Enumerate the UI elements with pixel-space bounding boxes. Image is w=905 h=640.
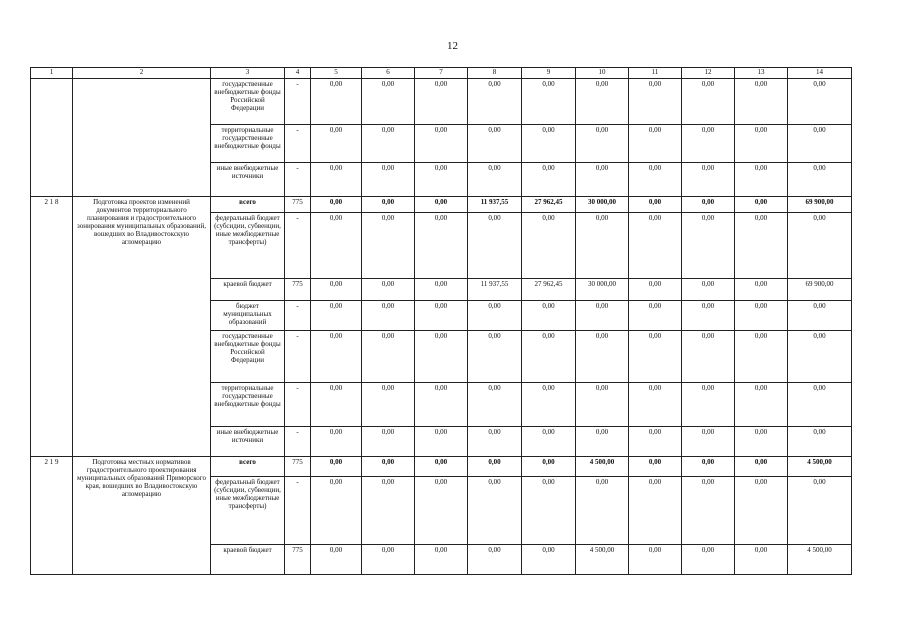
row-code: 2 1 9 bbox=[31, 457, 73, 575]
amount-cell: 0,00 bbox=[522, 457, 576, 477]
funding-source: федеральный бюджет (субсидии, субвенции, иные межбюджетные трансферты) bbox=[211, 477, 285, 545]
amount-cell: 0,00 bbox=[362, 331, 415, 383]
amount-cell: 0,00 bbox=[629, 383, 682, 427]
budget-code: 775 bbox=[285, 545, 311, 575]
amount-cell: 0,00 bbox=[682, 163, 735, 197]
column-header: 9 bbox=[522, 68, 576, 79]
amount-cell: 0,00 bbox=[682, 545, 735, 575]
budget-code: 775 bbox=[285, 279, 311, 301]
amount-cell: 30 000,00 bbox=[576, 279, 629, 301]
amount-cell: 0,00 bbox=[522, 163, 576, 197]
amount-cell: 0,00 bbox=[362, 383, 415, 427]
amount-cell: 0,00 bbox=[788, 331, 852, 383]
budget-code: - bbox=[285, 213, 311, 279]
amount-cell: 0,00 bbox=[682, 301, 735, 331]
amount-cell: 0,00 bbox=[788, 213, 852, 279]
amount-cell: 0,00 bbox=[629, 197, 682, 213]
column-header: 7 bbox=[415, 68, 468, 79]
amount-cell: 0,00 bbox=[629, 331, 682, 383]
amount-cell: 0,00 bbox=[468, 477, 522, 545]
budget-table bbox=[30, 67, 852, 575]
amount-cell: 0,00 bbox=[735, 427, 788, 457]
amount-cell: 4 500,00 bbox=[788, 457, 852, 477]
column-header: 14 bbox=[788, 68, 852, 79]
amount-cell: 0,00 bbox=[362, 427, 415, 457]
amount-cell: 0,00 bbox=[682, 383, 735, 427]
column-header: 3 bbox=[211, 68, 285, 79]
amount-cell: 0,00 bbox=[682, 331, 735, 383]
amount-cell: 0,00 bbox=[362, 279, 415, 301]
amount-cell: 0,00 bbox=[468, 457, 522, 477]
amount-cell: 0,00 bbox=[522, 477, 576, 545]
amount-cell: 0,00 bbox=[311, 279, 362, 301]
budget-code: - bbox=[285, 125, 311, 163]
amount-cell: 0,00 bbox=[682, 477, 735, 545]
amount-cell: 0,00 bbox=[629, 79, 682, 125]
amount-cell: 0,00 bbox=[468, 163, 522, 197]
column-header: 10 bbox=[576, 68, 629, 79]
amount-cell: 0,00 bbox=[788, 383, 852, 427]
amount-cell: 0,00 bbox=[576, 301, 629, 331]
table-row bbox=[31, 197, 852, 213]
amount-cell: 0,00 bbox=[576, 427, 629, 457]
amount-cell: 0,00 bbox=[415, 477, 468, 545]
amount-cell: 0,00 bbox=[415, 301, 468, 331]
funding-source: иные внебюджетные источники bbox=[211, 427, 285, 457]
amount-cell: 0,00 bbox=[629, 457, 682, 477]
amount-cell: 0,00 bbox=[522, 331, 576, 383]
amount-cell: 0,00 bbox=[362, 457, 415, 477]
amount-cell: 0,00 bbox=[576, 383, 629, 427]
budget-code: - bbox=[285, 163, 311, 197]
column-header: 2 bbox=[73, 68, 211, 79]
amount-cell: 0,00 bbox=[415, 279, 468, 301]
amount-cell: 0,00 bbox=[629, 213, 682, 279]
amount-cell: 0,00 bbox=[576, 331, 629, 383]
amount-cell: 0,00 bbox=[735, 301, 788, 331]
amount-cell: 0,00 bbox=[682, 79, 735, 125]
amount-cell: 4 500,00 bbox=[788, 545, 852, 575]
amount-cell: 4 500,00 bbox=[576, 545, 629, 575]
amount-cell: 0,00 bbox=[629, 163, 682, 197]
amount-cell: 0,00 bbox=[522, 545, 576, 575]
amount-cell: 4 500,00 bbox=[576, 457, 629, 477]
funding-source: иные внебюджетные источники bbox=[211, 163, 285, 197]
amount-cell: 0,00 bbox=[682, 213, 735, 279]
amount-cell: 0,00 bbox=[311, 301, 362, 331]
amount-cell: 0,00 bbox=[629, 279, 682, 301]
funding-source: федеральный бюджет (субсидии, субвенции, иные межбюджетные трансферты) bbox=[211, 213, 285, 279]
amount-cell: 0,00 bbox=[735, 331, 788, 383]
amount-cell: 0,00 bbox=[682, 279, 735, 301]
funding-source: краевой бюджет bbox=[211, 545, 285, 575]
amount-cell: 0,00 bbox=[629, 477, 682, 545]
amount-cell: 0,00 bbox=[362, 163, 415, 197]
amount-cell: 0,00 bbox=[468, 79, 522, 125]
amount-cell: 0,00 bbox=[311, 457, 362, 477]
amount-cell: 0,00 bbox=[415, 125, 468, 163]
amount-cell: 0,00 bbox=[415, 331, 468, 383]
amount-cell: 0,00 bbox=[788, 477, 852, 545]
amount-cell: 0,00 bbox=[468, 213, 522, 279]
amount-cell: 0,00 bbox=[311, 79, 362, 125]
amount-cell: 0,00 bbox=[788, 79, 852, 125]
amount-cell: 0,00 bbox=[788, 163, 852, 197]
budget-code: - bbox=[285, 301, 311, 331]
amount-cell: 0,00 bbox=[362, 477, 415, 545]
amount-cell: 0,00 bbox=[415, 213, 468, 279]
amount-cell: 0,00 bbox=[576, 213, 629, 279]
amount-cell: 0,00 bbox=[415, 197, 468, 213]
amount-cell: 0,00 bbox=[735, 279, 788, 301]
amount-cell: 0,00 bbox=[735, 197, 788, 213]
amount-cell: 0,00 bbox=[682, 197, 735, 213]
amount-cell: 69 900,00 bbox=[788, 197, 852, 213]
amount-cell: 27 962,45 bbox=[522, 279, 576, 301]
amount-cell: 0,00 bbox=[735, 457, 788, 477]
amount-cell: 0,00 bbox=[468, 545, 522, 575]
amount-cell: 0,00 bbox=[735, 477, 788, 545]
amount-cell: 0,00 bbox=[788, 427, 852, 457]
amount-cell: 0,00 bbox=[362, 301, 415, 331]
column-header: 11 bbox=[629, 68, 682, 79]
column-header: 13 bbox=[735, 68, 788, 79]
budget-code: - bbox=[285, 331, 311, 383]
amount-cell: 0,00 bbox=[415, 163, 468, 197]
amount-cell: 0,00 bbox=[522, 383, 576, 427]
amount-cell: 0,00 bbox=[311, 427, 362, 457]
funding-source: краевой бюджет bbox=[211, 279, 285, 301]
amount-cell: 0,00 bbox=[522, 125, 576, 163]
row-code bbox=[31, 79, 73, 197]
amount-cell: 27 962,45 bbox=[522, 197, 576, 213]
funding-source: территориальные государственные внебюджетные фонды bbox=[211, 125, 285, 163]
amount-cell: 0,00 bbox=[415, 79, 468, 125]
amount-cell: 0,00 bbox=[735, 79, 788, 125]
amount-cell: 0,00 bbox=[415, 457, 468, 477]
amount-cell: 0,00 bbox=[629, 125, 682, 163]
amount-cell: 11 937,55 bbox=[468, 197, 522, 213]
amount-cell: 0,00 bbox=[629, 301, 682, 331]
row-name: Подготовка проектов изменений документов территориального планирования и градостроительного зонирования муниципальных образований, вошедших во Владивостокскую агломерацию bbox=[73, 197, 211, 457]
column-header: 4 bbox=[285, 68, 311, 79]
amount-cell: 0,00 bbox=[311, 331, 362, 383]
amount-cell: 0,00 bbox=[735, 383, 788, 427]
page-number: 12 bbox=[447, 40, 458, 52]
amount-cell: 0,00 bbox=[522, 301, 576, 331]
amount-cell: 0,00 bbox=[576, 79, 629, 125]
amount-cell: 0,00 bbox=[629, 545, 682, 575]
amount-cell: 0,00 bbox=[311, 213, 362, 279]
amount-cell: 0,00 bbox=[311, 545, 362, 575]
amount-cell: 0,00 bbox=[522, 79, 576, 125]
funding-source: государственные внебюджетные фонды Российской Федерации bbox=[211, 79, 285, 125]
amount-cell: 0,00 bbox=[735, 163, 788, 197]
amount-cell: 11 937,55 bbox=[468, 279, 522, 301]
budget-code: - bbox=[285, 79, 311, 125]
amount-cell: 69 900,00 bbox=[788, 279, 852, 301]
amount-cell: 0,00 bbox=[362, 197, 415, 213]
amount-cell: 0,00 bbox=[468, 427, 522, 457]
amount-cell: 0,00 bbox=[468, 125, 522, 163]
column-header: 8 bbox=[468, 68, 522, 79]
amount-cell: 0,00 bbox=[311, 163, 362, 197]
column-header: 6 bbox=[362, 68, 415, 79]
amount-cell: 0,00 bbox=[415, 545, 468, 575]
funding-source: бюджет муниципальных образований bbox=[211, 301, 285, 331]
table-header-row bbox=[31, 68, 852, 79]
amount-cell: 0,00 bbox=[311, 477, 362, 545]
amount-cell: 0,00 bbox=[311, 383, 362, 427]
budget-code: 775 bbox=[285, 457, 311, 477]
amount-cell: 0,00 bbox=[415, 383, 468, 427]
amount-cell: 0,00 bbox=[576, 125, 629, 163]
column-header: 1 bbox=[31, 68, 73, 79]
amount-cell: 0,00 bbox=[311, 197, 362, 213]
amount-cell: 0,00 bbox=[362, 125, 415, 163]
row-name bbox=[73, 79, 211, 197]
amount-cell: 0,00 bbox=[629, 427, 682, 457]
budget-code: - bbox=[285, 383, 311, 427]
row-code: 2 1 8 bbox=[31, 197, 73, 457]
budget-code: 775 bbox=[285, 197, 311, 213]
amount-cell: 0,00 bbox=[522, 213, 576, 279]
amount-cell: 0,00 bbox=[468, 301, 522, 331]
amount-cell: 0,00 bbox=[522, 427, 576, 457]
funding-source: всего bbox=[211, 197, 285, 213]
amount-cell: 0,00 bbox=[468, 331, 522, 383]
amount-cell: 0,00 bbox=[735, 545, 788, 575]
amount-cell: 0,00 bbox=[576, 477, 629, 545]
amount-cell: 0,00 bbox=[362, 79, 415, 125]
amount-cell: 0,00 bbox=[788, 301, 852, 331]
table-row bbox=[31, 457, 852, 477]
amount-cell: 0,00 bbox=[415, 427, 468, 457]
amount-cell: 0,00 bbox=[735, 213, 788, 279]
funding-source: территориальные государственные внебюджетные фонды bbox=[211, 383, 285, 427]
amount-cell: 0,00 bbox=[788, 125, 852, 163]
amount-cell: 0,00 bbox=[362, 545, 415, 575]
amount-cell: 0,00 bbox=[735, 125, 788, 163]
amount-cell: 0,00 bbox=[576, 163, 629, 197]
amount-cell: 0,00 bbox=[682, 427, 735, 457]
amount-cell: 30 000,00 bbox=[576, 197, 629, 213]
column-header: 5 bbox=[311, 68, 362, 79]
funding-source: государственные внебюджетные фонды Российской Федерации bbox=[211, 331, 285, 383]
funding-source: всего bbox=[211, 457, 285, 477]
budget-code: - bbox=[285, 427, 311, 457]
amount-cell: 0,00 bbox=[682, 125, 735, 163]
column-header: 12 bbox=[682, 68, 735, 79]
amount-cell: 0,00 bbox=[311, 125, 362, 163]
row-name: Подготовка местных нормативов градостроительного проектирования муниципальных образований Приморского края, вошедших во Владивостокскую агломерацию bbox=[73, 457, 211, 575]
budget-code: - bbox=[285, 477, 311, 545]
amount-cell: 0,00 bbox=[468, 383, 522, 427]
amount-cell: 0,00 bbox=[362, 213, 415, 279]
table-row bbox=[31, 79, 852, 125]
amount-cell: 0,00 bbox=[682, 457, 735, 477]
